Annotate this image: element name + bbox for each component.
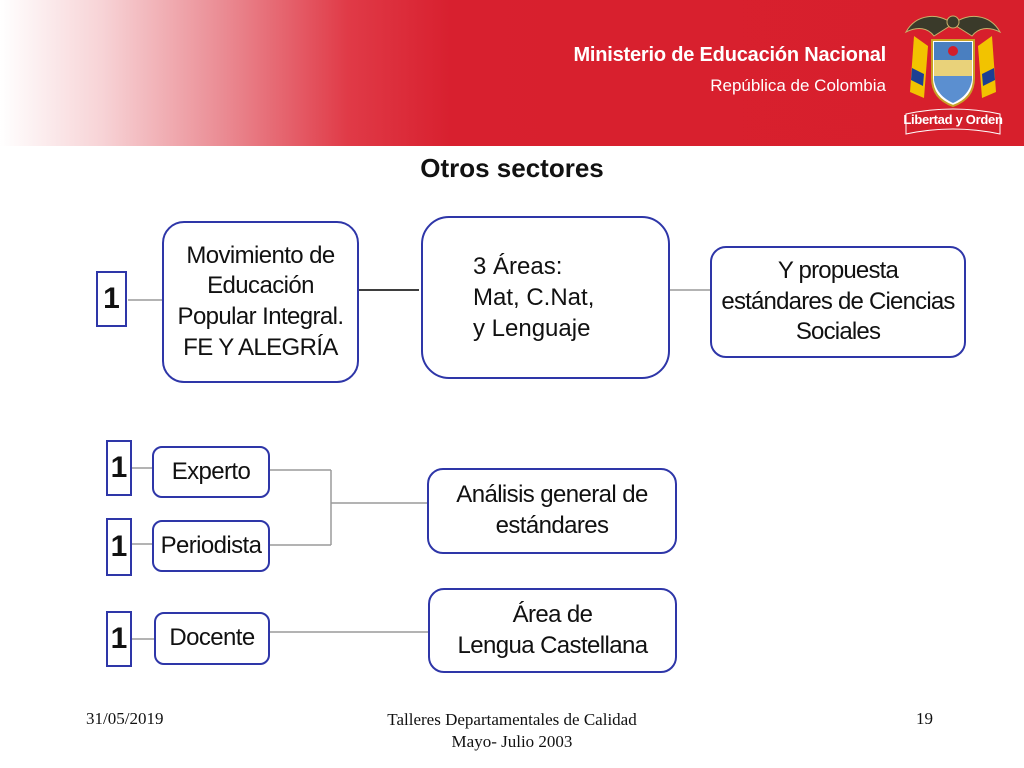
footer-event-line: Talleres Departamentales de Calidad <box>387 710 637 729</box>
proposal-line: Sociales <box>795 318 881 346</box>
republic-name: República de Colombia <box>710 76 886 95</box>
area-line: Área de <box>512 600 593 628</box>
fe-y-alegria-box <box>162 221 359 383</box>
analysis-line: Análisis general de <box>456 481 648 509</box>
org-line: Movimiento de <box>186 241 335 269</box>
area-line: Lengua Castellana <box>457 631 648 659</box>
footer-event-line: Mayo- Julio 2003 <box>451 732 573 752</box>
experto-box: Experto <box>152 446 270 498</box>
count-badge-docente: 1 <box>106 611 132 667</box>
periodista-box: Periodista <box>152 520 270 572</box>
proposal-line: estándares de Ciencias <box>721 287 955 315</box>
analysis-line: estándares <box>495 512 609 539</box>
proposal-line: Y propuesta <box>777 256 899 284</box>
ministry-name: Ministerio de Educación Nacional <box>573 44 886 66</box>
areas-line: y Lenguaje <box>473 315 591 343</box>
org-line: Popular Integral. <box>177 303 344 330</box>
page-number: 19 <box>916 709 933 728</box>
count-badge-fe-y-alegria: 1 <box>96 271 127 327</box>
slide-title: Otros sectores <box>420 153 604 183</box>
proposal-box <box>710 246 966 358</box>
motto-text: Libertad y Orden <box>903 112 1003 127</box>
footer-date: 31/05/2019 <box>86 709 164 728</box>
areas-line: 3 Áreas: <box>473 252 563 280</box>
areas-box <box>421 216 670 379</box>
areas-line: Mat, C.Nat, <box>473 283 595 311</box>
footer-event <box>312 709 712 753</box>
lengua-castellana-box <box>428 588 677 673</box>
count-badge-periodista: 1 <box>106 518 132 576</box>
docente-box: Docente <box>154 612 270 665</box>
count-badge-experto: 1 <box>106 440 132 496</box>
org-line: Educación <box>207 272 314 300</box>
org-line: FE Y ALEGRÍA <box>183 333 338 361</box>
analysis-box <box>427 468 677 554</box>
